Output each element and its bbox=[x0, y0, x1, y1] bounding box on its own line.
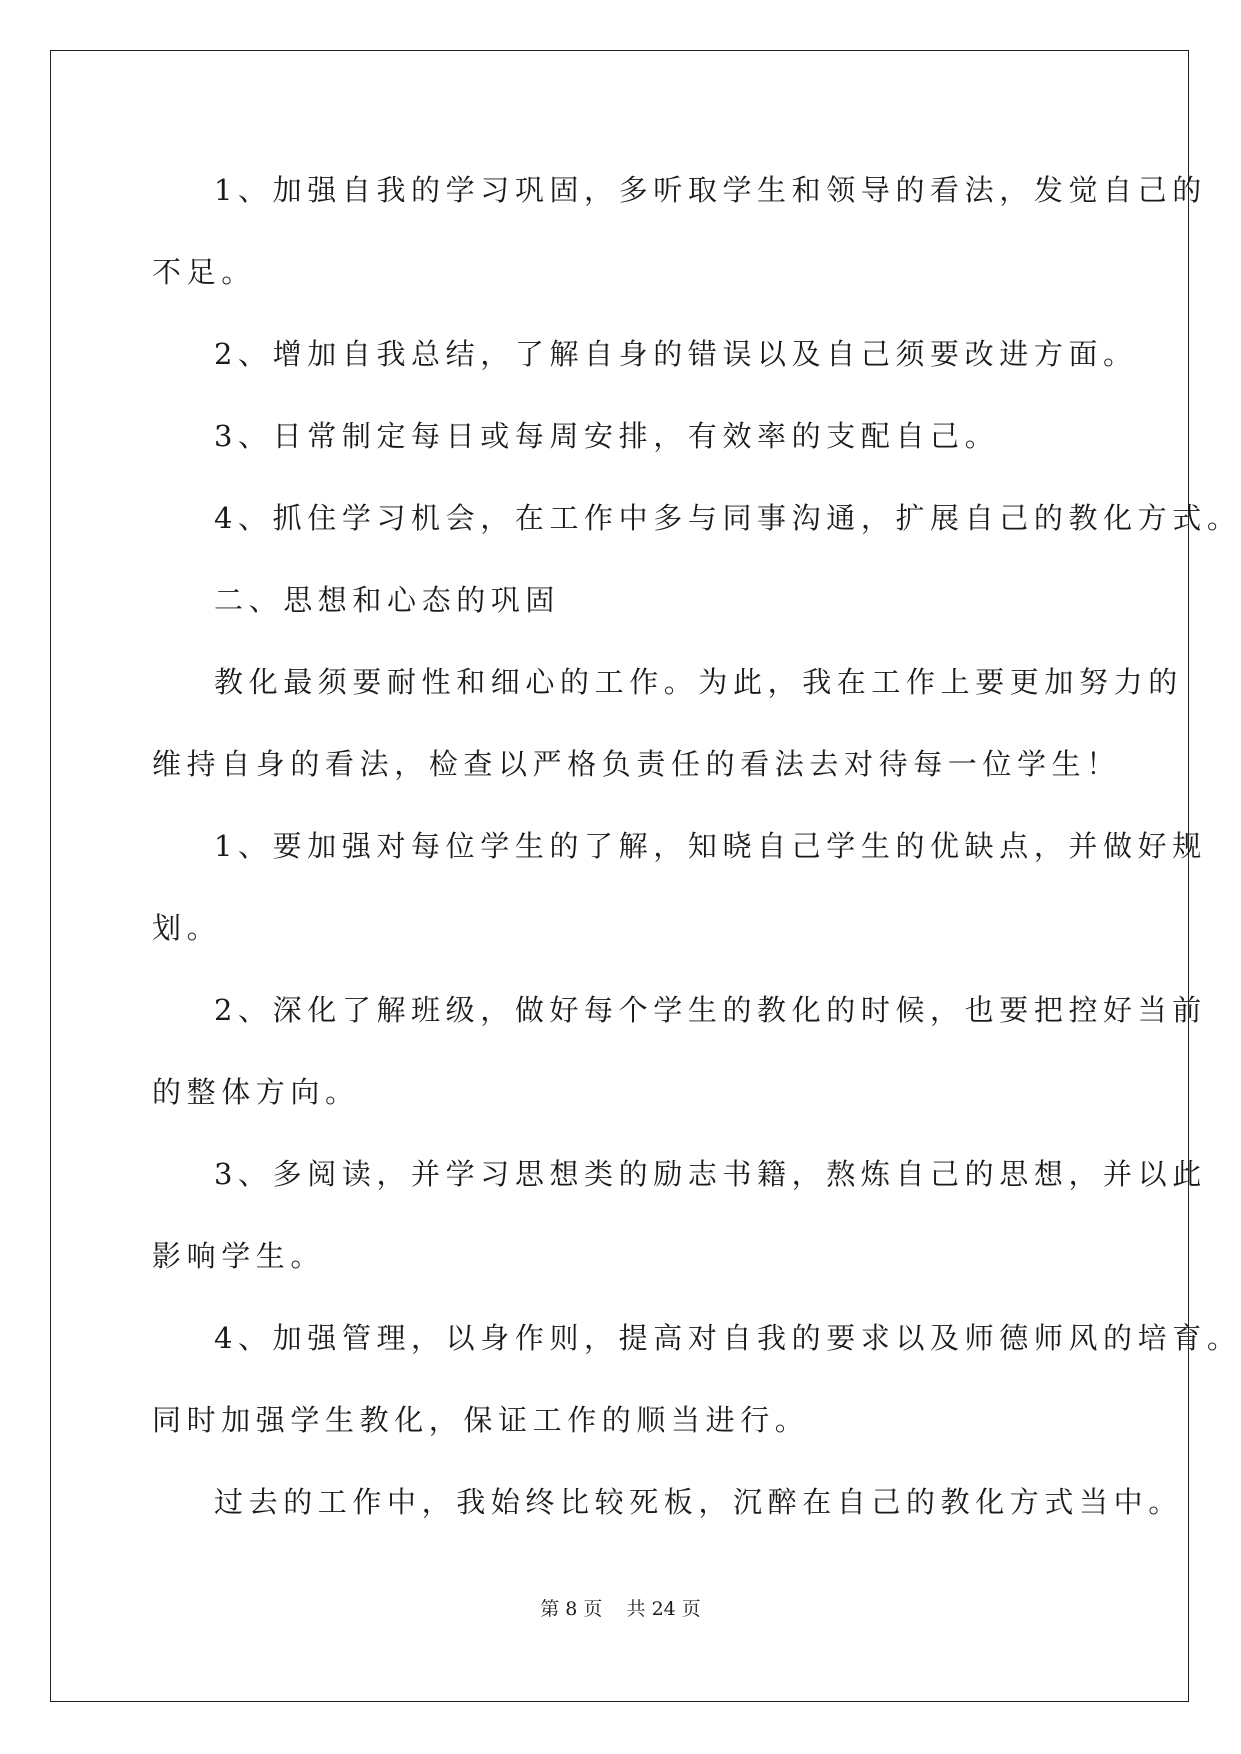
section-heading: 二、思想和心态的巩固 bbox=[214, 583, 561, 617]
paragraph-line: 教化最须要耐性和细心的工作。为此，我在工作上要更加努力的 bbox=[214, 665, 1183, 699]
paragraph-line: 1、要加强对每位学生的了解，知晓自己学生的优缺点，并做好规 bbox=[214, 829, 1207, 863]
paragraph-line: 影响学生。 bbox=[152, 1239, 326, 1273]
paragraph-line: 过去的工作中，我始终比较死板，沉醉在自己的教化方式当中。 bbox=[214, 1485, 1183, 1519]
page-number-footer: 第 8 页 共 24 页 bbox=[540, 1598, 701, 1620]
paragraph-line: 2、深化了解班级，做好每个学生的教化的时候，也要把控好当前 bbox=[214, 993, 1207, 1027]
paragraph-line: 1、加强自我的学习巩固，多听取学生和领导的看法，发觉自己的 bbox=[214, 173, 1207, 207]
paragraph-line: 的整体方向。 bbox=[152, 1075, 360, 1109]
page-border bbox=[50, 50, 1241, 1702]
paragraph-line: 4、抓住学习机会，在工作中多与同事沟通，扩展自己的教化方式。 bbox=[214, 501, 1241, 535]
paragraph-line: 3、日常制定每日或每周安排，有效率的支配自己。 bbox=[214, 419, 1000, 453]
paragraph-line: 同时加强学生教化，保证工作的顺当进行。 bbox=[152, 1403, 810, 1437]
paragraph-line: 3、多阅读，并学习思想类的励志书籍，熬炼自己的思想，并以此 bbox=[214, 1157, 1207, 1191]
paragraph-line: 2、增加自我总结，了解自身的错误以及自己须要改进方面。 bbox=[214, 337, 1138, 371]
paragraph-line: 4、加强管理，以身作则，提高对自我的要求以及师德师风的培育。 bbox=[214, 1321, 1241, 1355]
paragraph-line: 划。 bbox=[152, 911, 222, 945]
paragraph-line: 不足。 bbox=[152, 255, 256, 289]
paragraph-line: 维持自身的看法，检查以严格负责任的看法去对待每一位学生！ bbox=[152, 747, 1121, 781]
